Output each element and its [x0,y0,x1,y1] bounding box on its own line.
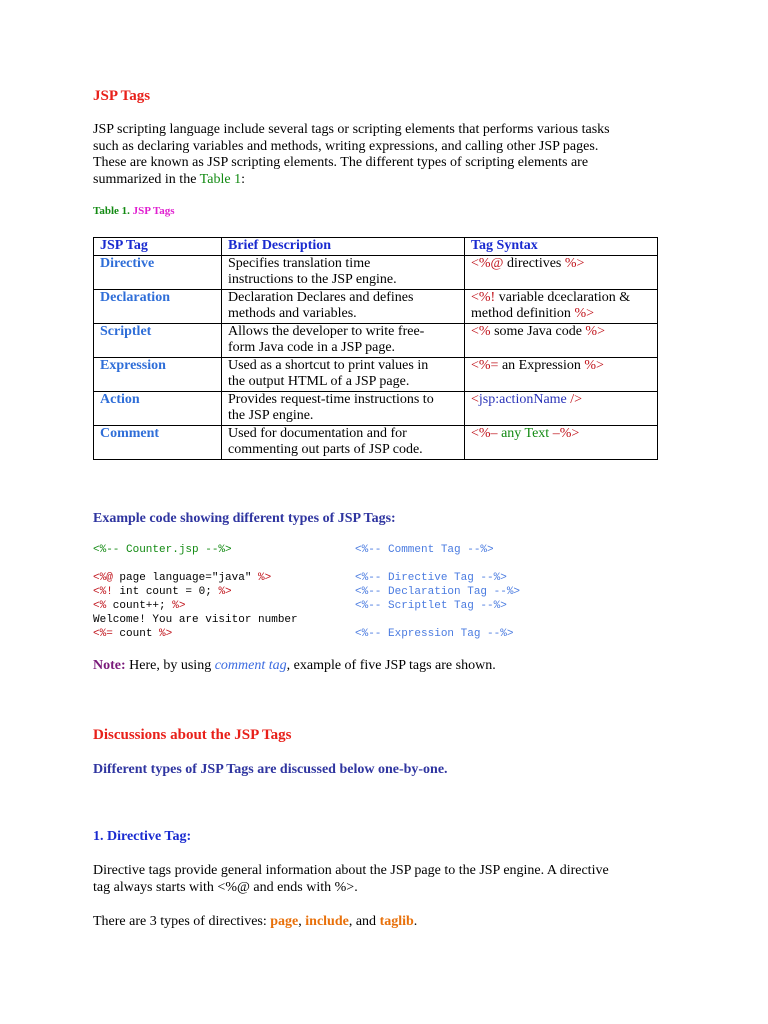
tag-syntax [465,323,658,357]
desc-line: Provides request-time instructions to [228,391,434,407]
types-text: . [413,914,418,929]
tag-syntax [465,425,658,459]
types-text: , and [348,914,380,929]
syntax-close: %> [585,323,605,339]
desc-line: Specifies translation time [228,255,371,271]
syntax-body: method definition [471,306,575,321]
code-delim: %> [159,628,173,640]
column-header: JSP Tag [94,238,222,256]
table-link[interactable]: Table 1 [199,172,242,188]
tag-description [222,255,465,289]
syntax-body: some Java code [490,323,586,339]
code-line: Welcome! You are visitor number [93,614,298,626]
desc-line: the JSP engine. [228,408,314,423]
table-header-row [94,238,658,256]
tag-name: Directive [94,255,222,289]
code-body: count++; [106,600,173,612]
code-comment: <%-- Directive Tag --%> [355,572,507,584]
syntax-open: <%= [471,357,499,373]
desc-line: Allows the developer to write free- [228,323,425,339]
code-line: <%-- Counter.jsp --%> [93,544,232,556]
syntax-open: <%@ [471,255,504,271]
table-row [94,289,658,323]
syntax-open: <%! [471,289,496,305]
jsp-tags-table [93,237,658,460]
directive-line: tag always starts with <%@ and ends with %>. [93,879,358,895]
tag-syntax [465,391,658,425]
directive-paragraph [93,863,673,896]
desc-line: Declaration Declares and defines [228,289,414,305]
comment-tag-link[interactable]: comment tag [214,658,287,673]
page-title: JSP Tags [93,88,151,104]
desc-line: the output HTML of a JSP page. [228,374,410,389]
note-text: Here, by using [125,658,215,673]
syntax-close: %> [584,357,604,373]
column-header: Tag Syntax [465,238,658,256]
code-delim: <%@ [93,572,113,584]
column-header: Brief Description [222,238,465,256]
table-caption [93,205,175,217]
note-paragraph [93,658,496,674]
code-delim: <%= [93,628,113,640]
code-delim: %> [218,586,232,598]
syntax-body: variable dceclaration & [495,289,631,305]
tag-description [222,323,465,357]
note-label: Note: [93,658,126,673]
directive-type-taglib: taglib [379,914,414,929]
desc-line: commenting out parts of JSP code. [228,442,423,457]
syntax-close: –%> [552,425,580,441]
intro-text: summarized in the [93,172,200,188]
table-row [94,357,658,391]
intro-text: : [241,172,245,188]
code-comment: <%-- Declaration Tag --%> [355,586,521,598]
tag-name: Comment [94,425,222,459]
discussion-heading: Discussions about the JSP Tags [93,727,292,743]
syntax-body: any Text [497,425,553,441]
tag-description [222,391,465,425]
directive-line: Directive tags provide general information about the JSP page to the JSP engine. A directive [93,863,609,878]
code-delim: %> [172,600,186,612]
tag-description [222,289,465,323]
types-text: There are 3 types of directives: [93,914,271,929]
syntax-close: /> [566,391,583,407]
code-line [93,585,232,599]
code-delim: %> [258,572,272,584]
desc-line: instructions to the JSP engine. [228,272,397,287]
table-row [94,323,658,357]
code-line [93,599,185,613]
syntax-open: <% [471,323,491,339]
types-text: , [298,914,306,929]
tag-syntax [465,357,658,391]
desc-line: Used as a shortcut to print values in [228,357,429,373]
syntax-close: %> [564,255,585,271]
syntax-body: jsp:actionName [478,391,567,407]
tag-description [222,357,465,391]
tag-name: Scriptlet [94,323,222,357]
desc-line: form Java code in a JSP page. [228,340,396,355]
table-row [94,425,658,459]
code-body: count [112,628,160,640]
code-delim: <%! [93,586,113,598]
intro-line: These are known as JSP scripting elements. The different types of scripting elements are [93,155,589,171]
code-line [93,571,271,585]
intro-line: JSP scripting language include several tags or scripting elements that performs various tasks [93,122,610,137]
note-text: , example of five JSP tags are shown. [286,658,496,673]
tag-syntax [465,289,658,323]
tag-name: Action [94,391,222,425]
code-delim: <% [93,600,107,612]
syntax-open: <%– [471,425,498,441]
code-body: page language="java" [112,572,259,584]
table-row [94,255,658,289]
tag-name: Expression [94,357,222,391]
directive-types [93,914,673,931]
caption-number: Table 1. [93,205,130,217]
code-comment: <%-- Expression Tag --%> [355,628,514,640]
caption-name: JSP Tags [132,205,175,217]
code-line [93,627,172,641]
directive-type-include: include [305,914,349,929]
example-heading: Example code showing different types of JSP Tags: [93,511,396,526]
code-comment: <%-- Comment Tag --%> [355,544,494,556]
syntax-close: %> [574,306,594,321]
tag-description [222,425,465,459]
tag-syntax [465,255,658,289]
intro-line [93,172,673,189]
desc-line: Used for documentation and for [228,425,407,441]
directive-type-page: page [270,914,299,929]
table-row [94,391,658,425]
code-body: int count = 0; [112,586,219,598]
intro-line: such as declaring variables and methods, writing expressions, and calling other JSP pages. [93,138,599,154]
discussion-subheading: Different types of JSP Tags are discussed below one-by-one. [93,762,448,777]
desc-line: methods and variables. [228,306,357,321]
directive-heading: 1. Directive Tag: [93,829,192,844]
tag-name: Declaration [94,289,222,323]
syntax-open: < [471,391,479,407]
intro-paragraph [93,122,673,189]
code-comment: <%-- Scriptlet Tag --%> [355,600,507,612]
syntax-body: an Expression [498,357,585,373]
syntax-body: directives [503,255,565,271]
